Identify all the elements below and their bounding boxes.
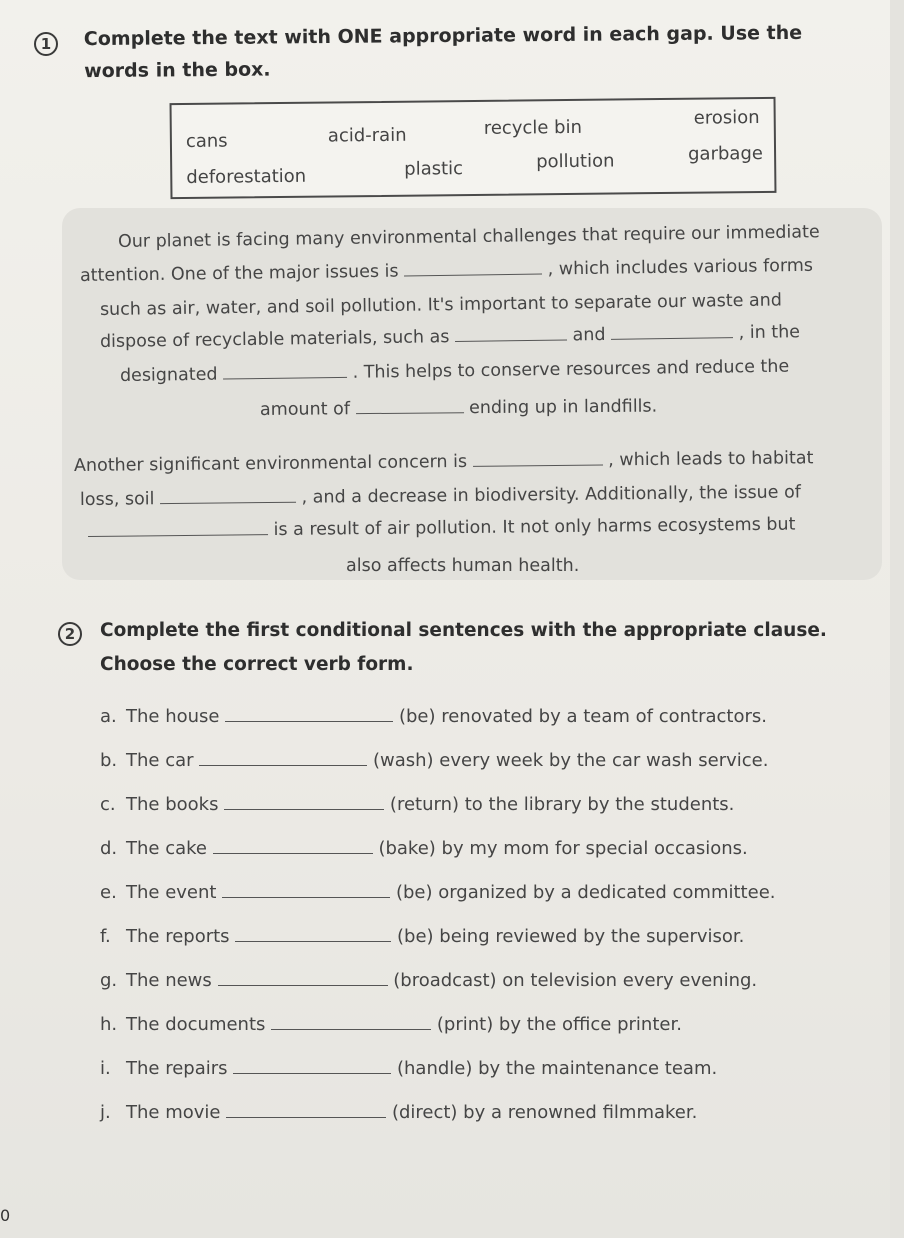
answer-blank[interactable] <box>473 463 603 466</box>
answer-blank[interactable] <box>199 764 367 766</box>
exercise-1-instruction-line-1: Complete the text with ONE appropriate word in each gap. Use the <box>83 21 803 51</box>
answer-blank[interactable] <box>160 501 296 504</box>
item-rest: (wash) every week by the car wash service. <box>373 750 769 771</box>
passage-text: attention. One of the major issues is <box>79 261 399 286</box>
answer-blank[interactable] <box>226 1116 386 1118</box>
exercise-item <box>100 1058 717 1079</box>
item-letter: h. <box>100 1014 118 1035</box>
word-box-item: acid-rain <box>327 124 407 147</box>
exercise-2-instruction <box>100 614 827 682</box>
answer-blank[interactable] <box>404 273 542 277</box>
passage-line: Our planet is facing many environmental challenges that require our immediate <box>117 222 820 252</box>
page-corner-mark: 0 <box>0 1206 11 1225</box>
exercise-1-instruction <box>84 17 803 87</box>
passage-text: ending up in landfills. <box>469 396 658 419</box>
answer-blank[interactable] <box>218 984 388 986</box>
item-subject: The documents <box>126 1014 266 1035</box>
exercise-item <box>100 750 768 771</box>
exercise-1-instruction-line-2: words in the box. <box>84 58 271 83</box>
word-box-item: garbage <box>687 142 763 165</box>
exercise-item <box>100 970 757 991</box>
item-letter: g. <box>100 970 118 991</box>
exercise-item <box>100 838 748 859</box>
answer-blank[interactable] <box>233 1072 391 1074</box>
answer-blank[interactable] <box>271 1028 431 1030</box>
item-rest: (broadcast) on television every evening. <box>393 970 758 991</box>
item-letter: b. <box>100 750 118 771</box>
passage-text: , which includes various forms <box>547 255 814 280</box>
word-box-item: pollution <box>536 150 615 173</box>
item-subject: The news <box>126 970 212 991</box>
answer-blank[interactable] <box>224 808 384 810</box>
passage-line: also affects human health. <box>346 556 580 576</box>
item-rest: (return) to the library by the students. <box>389 794 735 815</box>
item-rest: (handle) by the maintenance team. <box>396 1058 718 1079</box>
word-box <box>170 97 777 199</box>
passage-text: amount of <box>259 399 351 420</box>
item-letter: f. <box>100 926 111 947</box>
answer-blank[interactable] <box>235 940 391 942</box>
exercise-item <box>100 1102 697 1123</box>
item-rest: (be) organized by a dedicated committee. <box>395 882 776 903</box>
item-letter: i. <box>100 1058 111 1079</box>
item-rest: (print) by the office printer. <box>436 1014 682 1035</box>
word-box-item: plastic <box>404 158 464 180</box>
item-letter: j. <box>100 1102 111 1123</box>
passage-text: dispose of recyclable materials, such as <box>99 327 450 352</box>
answer-blank[interactable] <box>88 533 268 537</box>
passage-text: Another significant environmental concern is <box>73 451 468 476</box>
exercise-item <box>100 794 734 815</box>
item-subject: The event <box>126 882 217 903</box>
item-letter: c. <box>100 794 116 815</box>
passage-text: is a result of air pollution. It not only harms ecosystems but <box>273 514 796 541</box>
exercise-2-instruction-line-1: Complete the first conditional sentences with the appropriate clause. <box>100 620 827 641</box>
passage-text: , and a decrease in biodiversity. Additionally, the issue of <box>301 482 802 508</box>
item-rest: (be) renovated by a team of contractors. <box>398 706 767 727</box>
exercise-2-number: 2 <box>58 622 82 646</box>
answer-blank[interactable] <box>225 720 393 722</box>
item-rest: (bake) by my mom for special occasions. <box>378 838 748 859</box>
answer-blank[interactable] <box>213 852 373 854</box>
answer-blank[interactable] <box>356 411 464 414</box>
exercise-item <box>100 1014 682 1035</box>
exercise-item <box>100 882 775 903</box>
item-letter: d. <box>100 838 118 859</box>
word-box-item: erosion <box>693 106 760 129</box>
passage-text: designated <box>119 364 218 386</box>
word-box-item: cans <box>185 130 228 153</box>
answer-blank[interactable] <box>611 336 733 340</box>
passage-text: , in the <box>738 322 801 344</box>
item-subject: The car <box>126 750 194 771</box>
item-letter: a. <box>100 706 117 727</box>
passage-text: . This helps to conserve resources and reduce the <box>352 356 790 383</box>
passage-line <box>260 397 657 420</box>
exercise-item <box>100 926 744 947</box>
item-subject: The books <box>126 794 219 815</box>
word-box-item: recycle bin <box>483 116 583 139</box>
item-subject: The repairs <box>126 1058 228 1079</box>
item-subject: The cake <box>126 838 207 859</box>
passage-text: loss, soil <box>79 489 155 510</box>
item-subject: The house <box>126 706 220 727</box>
exercise-item <box>100 706 767 727</box>
word-box-item: deforestation <box>186 165 307 189</box>
answer-blank[interactable] <box>455 338 567 342</box>
answer-blank[interactable] <box>222 896 390 898</box>
passage-line: such as air, water, and soil pollution. It's important to separate our waste and <box>99 290 783 320</box>
item-rest: (be) being reviewed by the supervisor. <box>397 926 745 947</box>
item-letter: e. <box>100 882 117 903</box>
exercise-2-instruction-line-2: Choose the correct verb form. <box>100 654 414 675</box>
exercise-1-number: 1 <box>34 32 58 56</box>
answer-blank[interactable] <box>223 376 347 380</box>
item-subject: The movie <box>126 1102 221 1123</box>
passage-text: , which leads to habitat <box>608 448 814 471</box>
item-subject: The reports <box>126 926 230 947</box>
passage-text: and <box>572 324 606 346</box>
item-rest: (direct) by a renowned filmmaker. <box>391 1102 698 1123</box>
